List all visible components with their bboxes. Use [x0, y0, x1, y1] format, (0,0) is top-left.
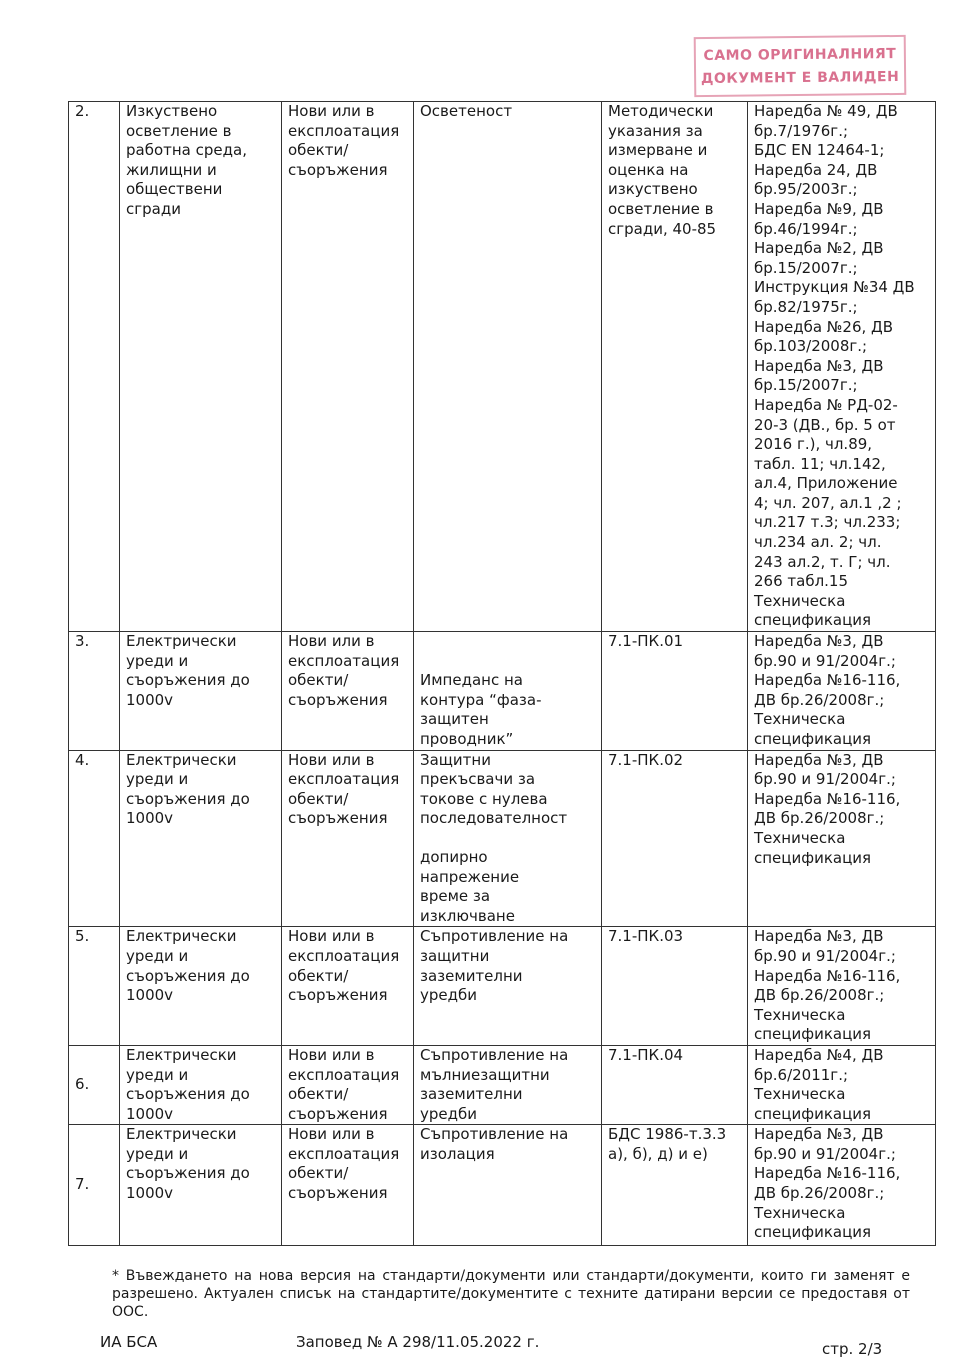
row-number: 6.	[69, 1045, 120, 1124]
standard-cell: Наредба №3, ДВ бр.90 и 91/2004г.; Наредба №16-116, ДВ бр.26/2008г.; Техническа спецификация	[748, 750, 936, 927]
parameter-cell: Съпротивление на мълниезащитни заземителни уредби	[414, 1045, 602, 1124]
object-type-cell: Нови или в експлоатация обекти/ съоръжения	[282, 1125, 414, 1246]
row-number: 5.	[69, 927, 120, 1046]
row-number: 4.	[69, 750, 120, 927]
table-row	[69, 1125, 936, 1246]
object-cell: Електрически уреди и съоръжения до 1000v	[120, 750, 282, 927]
method-cell: БДС 1986-т.3.3 а), б), д) и е)	[602, 1125, 748, 1246]
method-cell: 7.1-ПК.04	[602, 1045, 748, 1124]
table-row	[69, 1045, 936, 1124]
parameter-cell: Съпротивление на защитни заземителни уредби	[414, 927, 602, 1046]
standard-cell: Наредба № 49, ДВ бр.7/1976г.; БДС EN 12464-1; Наредба 24, ДВ бр.95/2003г.; Наредба №9, ДВ бр.46/1994г.; Наредба №2, ДВ бр.15/2007г.; Инструкция №34 ДВ бр.82/1975г.; Наредба №26, ДВ бр.103/2008г.; Наредба №3, ДВ бр.15/2007г.; Наредба № РД-02- 20-3 (ДВ., бр. 5 от 2016 г.), чл.89, табл. 11; чл.142, ал.4, Приложение 4; чл. 207, ал.1 ,2 ; чл.217 т.3; чл.233; чл.234 ал. 2; чл. 243 ал.2, т. Г; чл. 266 табл.15 Техническа спецификация	[748, 102, 936, 632]
object-type-cell: Нови или в експлоатация обекти/ съоръжения	[282, 1045, 414, 1124]
row-number: 7.	[69, 1125, 120, 1246]
method-cell: 7.1-ПК.01	[602, 632, 748, 751]
method-cell: Методически указания за измерване и оценка на изкуствено осветление в сгради, 40-85	[602, 102, 748, 632]
standard-cell: Наредба №3, ДВ бр.90 и 91/2004г.; Наредба №16-116, ДВ бр.26/2008г.; Техническа спецификация	[748, 927, 936, 1046]
stamp-line-1: САМО ОРИГИНАЛНИЯТ	[703, 45, 897, 65]
page-number: стр. 2/3	[822, 1340, 883, 1358]
footnote: * Въвеждането на нова версия на стандарти/документи или стандарти/документи, които ги заменят е разрешено. Актуален списък на стандартите/документите с техните датирани версии се предоставя от ООС.	[112, 1268, 910, 1320]
object-cell: Изкуствено осветление в работна среда, жилищни и обществени сгради	[120, 102, 282, 632]
object-type-cell: Нови или в експлоатация обекти/ съоръжения	[282, 632, 414, 751]
accreditation-scope-table	[68, 101, 936, 1246]
object-cell: Електрически уреди и съоръжения до 1000v	[120, 632, 282, 751]
standard-cell: Наредба №4, ДВ бр.6/2011г.; Техническа спецификация	[748, 1045, 936, 1124]
table-row	[69, 927, 936, 1046]
row-number: 3.	[69, 632, 120, 751]
standard-cell: Наредба №3, ДВ бр.90 и 91/2004г.; Наредба №16-116, ДВ бр.26/2008г.; Техническа спецификация	[748, 1125, 936, 1246]
table-row	[69, 632, 936, 751]
parameter-text-a: Защитни прекъсвачи за токове с нулева последователност	[420, 750, 568, 828]
table-row	[69, 750, 936, 927]
parameter-cell: Импеданс на контура “фаза- защитен проводник”	[414, 632, 602, 751]
footer-organization: ИА БСА	[100, 1333, 158, 1351]
method-cell: 7.1-ПК.03	[602, 927, 748, 1046]
object-type-cell: Нови или в експлоатация обекти/ съоръжения	[282, 750, 414, 927]
validity-stamp	[694, 35, 907, 97]
method-cell: 7.1-ПК.02	[602, 750, 748, 927]
parameter-cell: Съпротивление на изолация	[414, 1125, 602, 1246]
object-type-cell: Нови или в експлоатация обекти/ съоръжения	[282, 927, 414, 1046]
parameter-text-b: допирно напрежение време за изключване	[420, 847, 520, 925]
object-cell: Електрически уреди и съоръжения до 1000v	[120, 1125, 282, 1246]
stamp-line-2: ДОКУМЕНТ Е ВАЛИДЕН	[700, 68, 900, 88]
table-row	[69, 102, 936, 632]
footer-order: Заповед № А 298/11.05.2022 г.	[296, 1333, 540, 1351]
object-cell: Електрически уреди и съоръжения до 1000v	[120, 1045, 282, 1124]
object-cell: Електрически уреди и съоръжения до 1000v	[120, 927, 282, 1046]
parameter-cell	[414, 750, 602, 927]
row-number: 2.	[69, 102, 120, 632]
object-type-cell: Нови или в експлоатация обекти/ съоръжения	[282, 102, 414, 632]
standard-cell: Наредба №3, ДВ бр.90 и 91/2004г.; Наредба №16-116, ДВ бр.26/2008г.; Техническа спецификация	[748, 632, 936, 751]
parameter-cell: Осветеност	[414, 102, 602, 632]
